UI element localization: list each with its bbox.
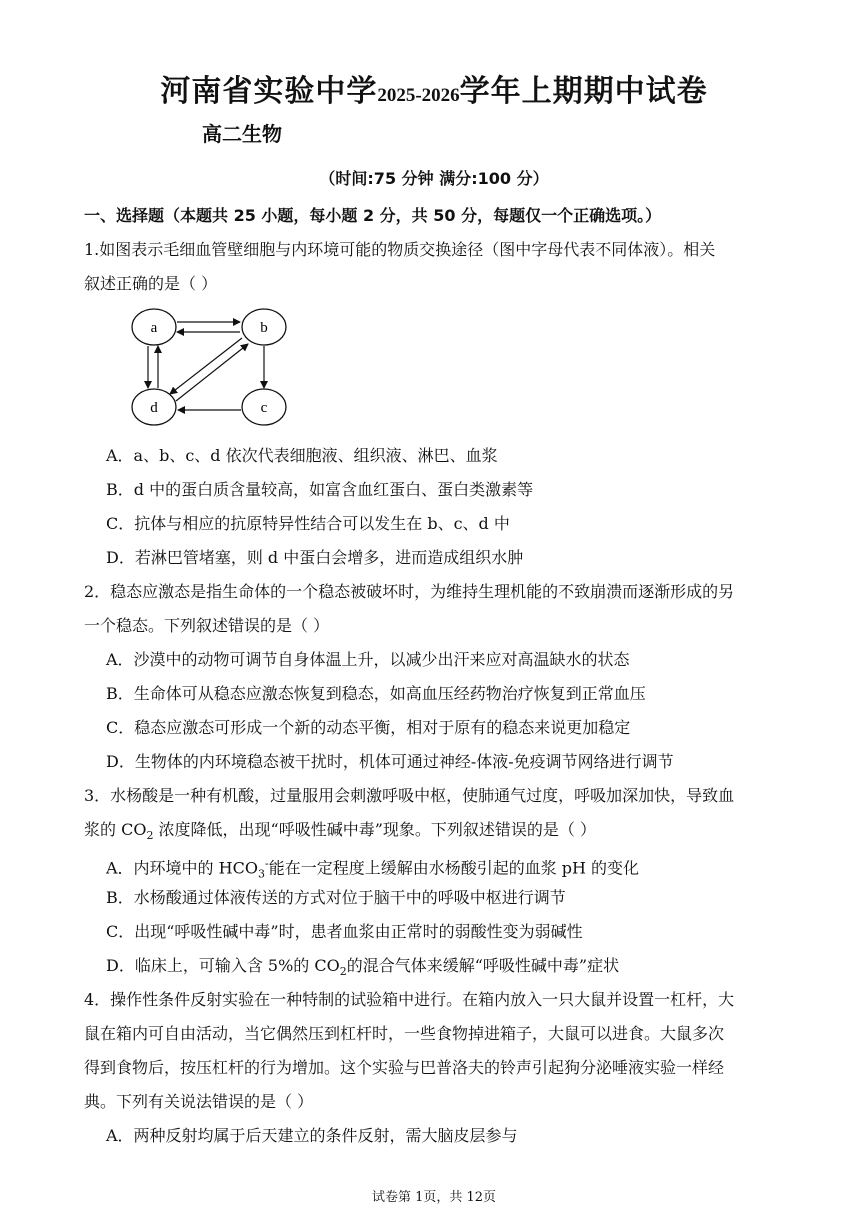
- page-footer: 试卷第 1页，共 12页: [371, 1190, 497, 1205]
- node-b-label: b: [260, 320, 268, 336]
- node-c-label: c: [260, 400, 268, 416]
- q2-stem-line2: 一个稳态。下列叙述错误的是（ ）: [84, 616, 330, 635]
- q3-option-d-text-a: D．临床上，可输入含 5%的 CO: [106, 956, 340, 975]
- q3-option-a: [106, 854, 639, 885]
- title-term: 学年上期期中试卷: [459, 74, 708, 109]
- q1-option-a: A．a、b、c、d 依次代表细胞液、组织液、淋巴、血浆: [106, 446, 498, 465]
- q4-stem-line1: 4．操作性条件反射实验在一种特制的试验箱中进行。在箱内放入一只大鼠并设置一杠杆，大: [84, 990, 735, 1009]
- q3-option-a-subscript: 3: [257, 867, 265, 881]
- q3-line2-subscript: 2: [146, 829, 154, 843]
- time-score-info: （时间:75 分钟 满分:100 分）: [319, 169, 549, 188]
- node-a-label: a: [150, 320, 158, 336]
- q3-line2-text-a: 浆的 CO: [84, 820, 147, 839]
- q1-stem-line1: 1.如图表示毛细血管壁细胞与内环境可能的物质交换途径（图中字母代表不同体液）。相关: [84, 240, 716, 259]
- q1-option-d: D．若淋巴管堵塞，则 d 中蛋白会增多，进而造成组织水肿: [106, 548, 524, 567]
- q4-option-a: A．两种反射均属于后天建立的条件反射，需大脑皮层参与: [106, 1126, 518, 1145]
- node-d-label: d: [150, 400, 158, 416]
- q3-option-a-text-b: 能在一定程度上缓解由水杨酸引起的血浆 pH 的变化: [268, 858, 640, 878]
- subject-label: 高二生物: [202, 122, 282, 146]
- exam-title: [0, 66, 868, 110]
- q2-option-c: C．稳态应激态可形成一个新的动态平衡，相对于原有的稳态来说更加稳定: [106, 718, 631, 737]
- q3-option-d: [106, 956, 619, 982]
- section-heading: 一、选择题（本题共 25 小题，每小题 2 分，共 50 分，每题仅一个正确选项。）: [84, 206, 662, 225]
- q3-option-b: B．水杨酸通过体液传送的方式对位于脑干中的呼吸中枢进行调节: [106, 888, 566, 907]
- q3-option-a-superscript: -: [264, 857, 269, 870]
- q3-line2-text-b: 浓度降低，出现“呼吸性碱中毒”现象。下列叙述错误的是（ ）: [153, 820, 596, 839]
- q3-stem-line1: 3．水杨酸是一种有机酸，过量服用会刺激呼吸中枢，使肺通气过度，呼吸加深加快，导致血: [84, 786, 735, 805]
- q2-option-d: D．生物体的内环境稳态被干扰时，机体可通过神经-体液-免疫调节网络进行调节: [106, 752, 674, 771]
- q3-stem-line2: [84, 820, 596, 846]
- arrow-d-to-b: [176, 344, 248, 401]
- q4-stem-line3: 得到食物后，按压杠杆的行为增加。这个实验与巴普洛夫的铃声引起狗分泌唾液实验一样经: [84, 1058, 725, 1077]
- q2-option-a: A．沙漠中的动物可调节自身体温上升，以减少出汗来应对高温缺水的状态: [106, 650, 630, 669]
- q1-option-b: B．d 中的蛋白质含量较高，如富含血红蛋白、蛋白类激素等: [106, 480, 534, 499]
- q3-option-a-text-a: A．内环境中的 HCO: [106, 858, 258, 878]
- q2-option-b: B．生命体可从稳态应激态恢复到稳态，如高血压经药物治疗恢复到正常血压: [106, 684, 646, 703]
- fluid-exchange-diagram: [124, 302, 294, 432]
- q1-stem-line2: 叙述正确的是（ ）: [84, 274, 218, 293]
- arrow-b-to-d: [170, 338, 242, 394]
- q4-stem-line4: 典。下列有关说法错误的是（ ）: [84, 1092, 314, 1111]
- q2-stem-line1: 2．稳态应激态是指生命体的一个稳态被破坏时，为维持生理机能的不致崩溃而逐渐形成的另: [84, 582, 735, 601]
- q3-option-c: C．出现“呼吸性碱中毒”时，患者血浆由正常时的弱酸性变为弱碱性: [106, 922, 583, 941]
- q1-option-c: C．抗体与相应的抗原特异性结合可以发生在 b、c、d 中: [106, 514, 510, 533]
- q3-option-d-text-b: 的混合气体来缓解“呼吸性碱中毒”症状: [346, 956, 620, 975]
- title-year: 2025-2026: [377, 85, 460, 106]
- q3-option-d-subscript: 2: [339, 965, 347, 979]
- title-school: 河南省实验中学: [160, 74, 378, 109]
- q4-stem-line2: 鼠在箱内可自由活动，当它偶然压到杠杆时，一些食物掉进箱子，大鼠可以进食。大鼠多次: [84, 1024, 725, 1043]
